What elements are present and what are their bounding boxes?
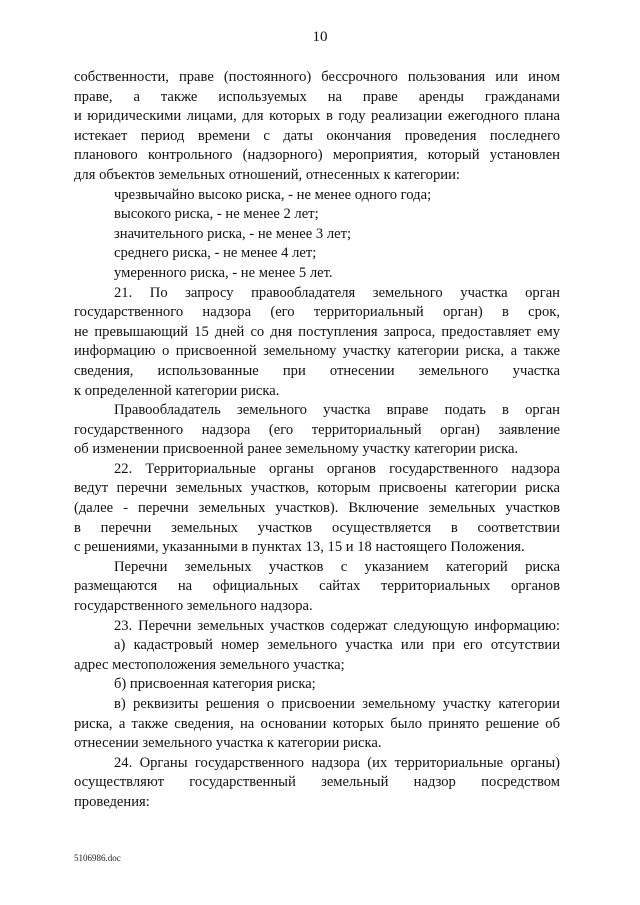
- text-line: с решениями, указанными в пунктах 13, 15 и 18 настоящего Положения.: [74, 539, 525, 556]
- text-line: не превышающий 15 дней со дня поступления запроса, предоставляет ему: [74, 323, 560, 340]
- text-line: государственного надзора (его территориальный орган) в срок,: [74, 304, 560, 321]
- text-line: праве, а также используемых на праве аренды гражданами: [74, 88, 560, 105]
- document-body: [74, 68, 560, 813]
- text-line: для объектов земельных отношений, отнесенных к категории:: [74, 166, 460, 183]
- text-line: 24. Органы государственного надзора (их территориальные органы): [114, 754, 560, 771]
- text-line: высокого риска, - не менее 2 лет;: [114, 206, 319, 223]
- text-line: а) кадастровый номер земельного участка или при его отсутствии: [114, 637, 560, 654]
- text-line: 21. По запросу правообладателя земельного участка орган: [114, 284, 560, 301]
- text-line: истекает период времени с даты окончания проведения последнего: [74, 127, 560, 144]
- footer-filename: 5106986.doc: [74, 853, 121, 863]
- text-line: в) реквизиты решения о присвоении земельному участку категории: [114, 696, 560, 712]
- text-line: (далее - перечни земельных участков). Включение земельных участков: [74, 500, 560, 517]
- text-line: б) присвоенная категория риска;: [114, 676, 316, 693]
- text-line: Перечни земельных участков с указанием категорий риска: [114, 558, 560, 575]
- text-line: размещаются на официальных сайтах территориальных органов: [74, 578, 560, 595]
- text-line: проведения:: [74, 793, 150, 810]
- text-line: адрес местоположения земельного участка;: [74, 656, 345, 673]
- text-line: государственного земельного надзора.: [74, 598, 313, 615]
- text-line: 23. Перечни земельных участков содержат следующую информацию:: [114, 617, 560, 634]
- text-line: чрезвычайно высоко риска, - не менее одного года;: [114, 186, 432, 203]
- text-line: отнесении земельного участка к категории риска.: [74, 735, 382, 752]
- text-line: собственности, праве (постоянного) бессрочного пользования или ином: [74, 69, 560, 85]
- text-line: ведут перечни земельных участков, которым присвоены категории риска: [74, 480, 560, 497]
- text-line: значительного риска, - не менее 3 лет;: [114, 225, 352, 242]
- page-number: 10: [312, 29, 328, 45]
- text-line: к определенной категории риска.: [74, 382, 280, 399]
- text-line: об изменении присвоенной ранее земельному участку категории риска.: [74, 441, 519, 458]
- text-line: государственного надзора (его территориальный орган) заявление: [74, 421, 560, 438]
- text-line: в перечни земельных участков осуществляется в соответствии: [74, 519, 560, 536]
- text-line: планового контрольного (надзорного) мероприятия, который установлен: [74, 147, 560, 164]
- text-line: осуществляют государственный земельный надзор посредством: [74, 774, 560, 791]
- text-line: Правообладатель земельного участка вправе подать в орган: [114, 402, 560, 419]
- text-line: информацию о присвоенной земельному участку категории риска, а также: [74, 343, 560, 360]
- text-line: риска, а также сведения, на основании которых было принято решение об: [74, 715, 560, 732]
- text-line: умеренного риска, - не менее 5 лет.: [114, 264, 333, 281]
- text-line: и юридическими лицами, для которых в году реализации ежегодного плана: [74, 108, 560, 125]
- text-line: сведения, использованные при отнесении земельного участка: [74, 362, 560, 379]
- text-line: среднего риска, - не менее 4 лет;: [114, 245, 317, 262]
- text-line: 22. Территориальные органы органов государственного надзора: [114, 460, 560, 477]
